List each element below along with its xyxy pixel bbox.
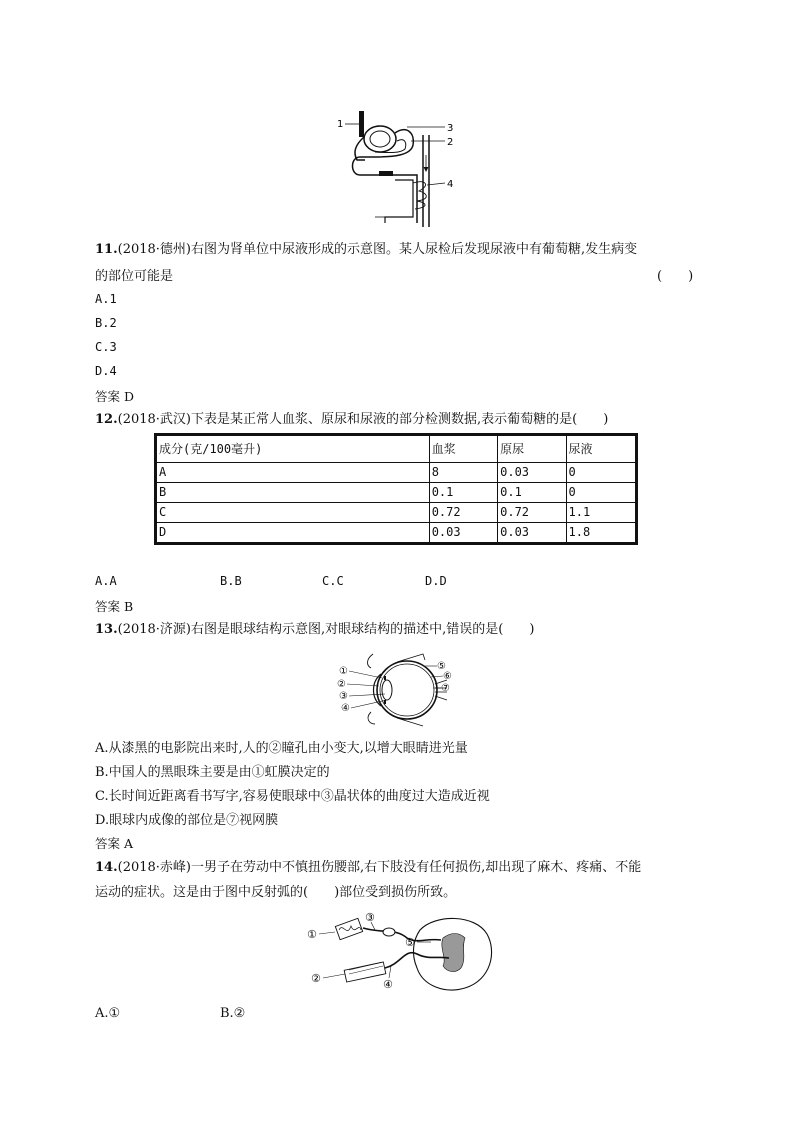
table-cell: 0 [566, 463, 636, 483]
q11-answer: 答案 D [95, 389, 134, 404]
table-cell: 0.72 [498, 503, 566, 523]
nephron-diagram [335, 105, 465, 230]
q12-option-d[interactable]: D.D [425, 574, 447, 588]
eye-label-3: ③ [339, 691, 348, 702]
table-header-row [156, 435, 637, 463]
q11-option-c[interactable]: C.3 [95, 340, 117, 354]
table-cell: 1.1 [566, 503, 636, 523]
table-row [156, 503, 637, 523]
table-cell: C [156, 503, 430, 523]
q12-stem [95, 409, 735, 431]
q14-stem-line2: 运动的症状。这是由于图中反射弧的( )部位受到损伤所致。 [95, 885, 457, 900]
reflex-arc-diagram [305, 908, 505, 998]
q13-option-b[interactable]: B.中国人的黑眼珠主要是由①虹膜决定的 [95, 765, 330, 780]
nephron-label-1: 1 [337, 119, 344, 130]
q13-option-a[interactable]: A.从漆黑的电影院出来时,人的②瞳孔由小变大,以增大眼睛进光量 [95, 741, 468, 756]
nephron-label-4: 4 [447, 179, 454, 190]
q11-paren: ( ) [657, 269, 694, 284]
eye-label-5: ⑤ [437, 661, 446, 672]
table-cell: 0.03 [498, 463, 566, 483]
table-row [156, 483, 637, 503]
q11-stem [95, 239, 705, 261]
reflex-label-3: ③ [365, 911, 375, 924]
q12-answer: 答案 B [95, 599, 134, 614]
eye-label-6: ⑥ [443, 671, 452, 682]
q12-option-a[interactable]: A.A [95, 574, 117, 588]
reflex-label-2: ② [311, 972, 321, 985]
reflex-label-1: ① [307, 928, 317, 941]
q13-option-d[interactable]: D.眼球内成像的部位是⑦视网膜 [95, 813, 279, 828]
q13-stem [95, 619, 735, 641]
q11-option-a[interactable]: A.1 [95, 292, 117, 306]
table-cell: 0.1 [429, 483, 497, 503]
table-header: 原尿 [498, 435, 566, 463]
q14-number: 14. [95, 860, 118, 875]
q11-stem-line2: 的部位可能是 [95, 269, 174, 284]
table-cell: B [156, 483, 430, 503]
eye-label-1: ① [339, 666, 348, 677]
table-cell: 0.03 [429, 523, 497, 544]
eye-label-4: ④ [341, 703, 350, 714]
reflex-label-4: ④ [383, 978, 393, 991]
table-cell: 0.1 [498, 483, 566, 503]
q12-text: (2018·武汉)下表是某正常人血浆、原尿和尿液的部分检测数据,表示葡萄糖的是( ) [117, 412, 609, 427]
q13-text: (2018·济源)右图是眼球结构示意图,对眼球结构的描述中,错误的是( ) [117, 622, 535, 637]
q12-data-table [154, 433, 638, 545]
table-cell: 0.03 [498, 523, 566, 544]
q13-number: 13. [95, 622, 118, 637]
q13-option-c[interactable]: C.长时间近距离看书写字,容易使眼球中③晶状体的曲度过大造成近视 [95, 789, 490, 804]
table-header: 成分(克/100毫升) [156, 435, 430, 463]
q11-option-d[interactable]: D.4 [95, 364, 117, 378]
q13-answer: 答案 A [95, 836, 134, 851]
q11-option-b[interactable]: B.2 [95, 316, 117, 330]
q12-number: 12. [95, 412, 118, 427]
reflex-label-5: ⑤ [405, 936, 415, 949]
eyeball-diagram [335, 650, 465, 730]
nephron-label-2: 2 [447, 137, 454, 148]
table-header: 血浆 [429, 435, 497, 463]
table-cell: A [156, 463, 430, 483]
table-cell: 0 [566, 483, 636, 503]
table-row [156, 463, 637, 483]
table-row [156, 523, 637, 544]
q12-option-b[interactable]: B.B [220, 574, 242, 588]
table-cell: 1.8 [566, 523, 636, 544]
nephron-label-3: 3 [447, 123, 454, 134]
table-cell: 8 [429, 463, 497, 483]
q12-option-c[interactable]: C.C [322, 574, 344, 588]
q11-number: 11. [95, 242, 118, 257]
q14-stem [95, 857, 715, 879]
table-cell: D [156, 523, 430, 544]
q14-option-a[interactable]: A.① [95, 1006, 121, 1021]
q14-option-b[interactable]: B.② [220, 1006, 246, 1021]
eye-label-7: ⑦ [441, 683, 450, 694]
eye-label-2: ② [337, 679, 346, 690]
table-cell: 0.72 [429, 503, 497, 523]
q14-text-line1: (2018·赤峰)一男子在劳动中不慎扭伤腰部,右下肢没有任何损伤,却出现了麻木、疼痛、不能 [117, 860, 642, 875]
q11-text-line1: (2018·德州)右图为肾单位中尿液形成的示意图。某人尿检后发现尿液中有葡萄糖,发生病变 [117, 242, 638, 257]
table-header: 尿液 [566, 435, 636, 463]
